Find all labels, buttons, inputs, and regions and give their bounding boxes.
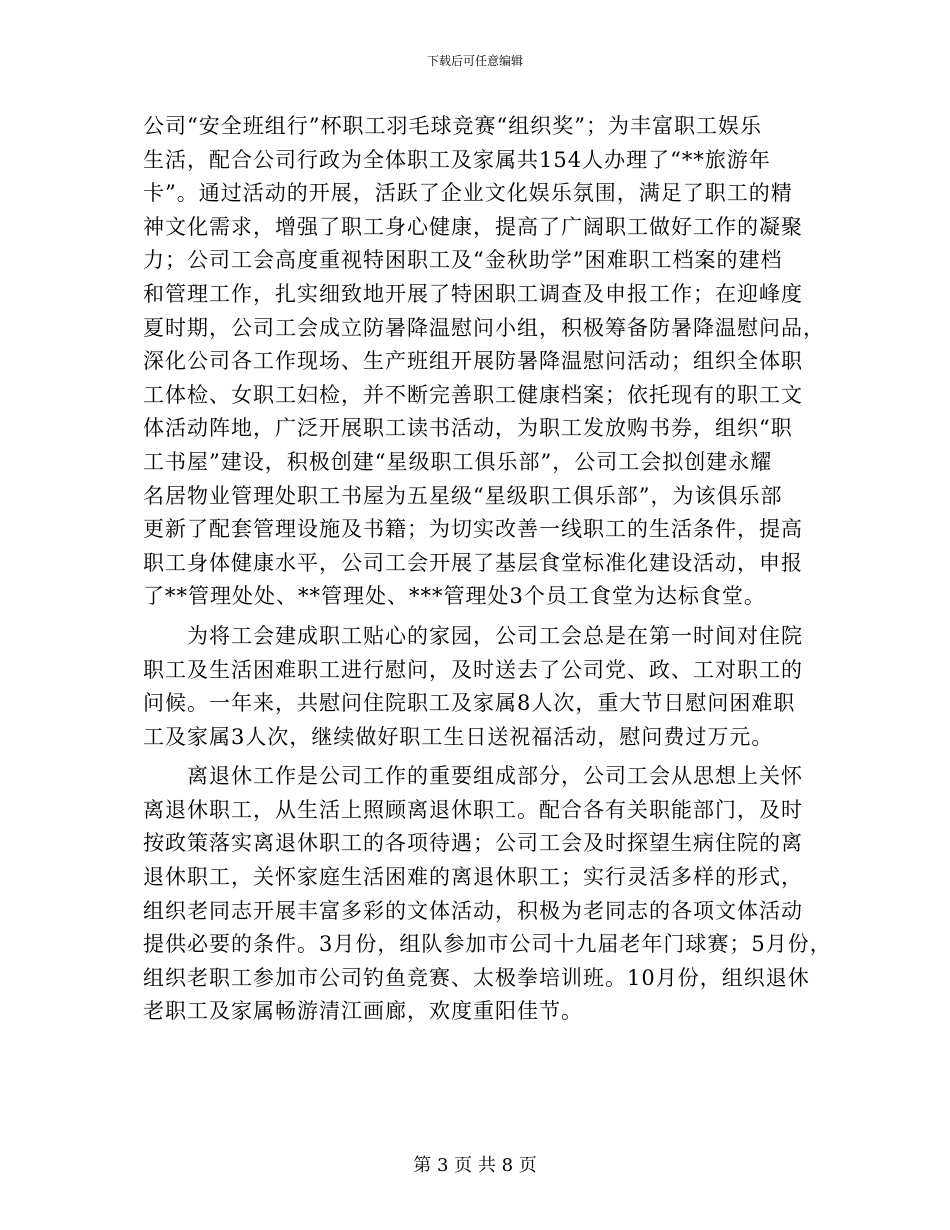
text-line: 提供必要的条件。3月份，组队参加市公司十九届老年门球赛；5月份， (143, 932, 832, 957)
text-line: 离退休工作是公司工作的重要组成部分，公司工会从思想上关怀 (187, 764, 803, 789)
text-line: 职工身体健康水平，公司工会开展了基层食堂标准化建设活动，申报 (143, 550, 803, 575)
text-line: 问候。一年来，共慰问住院职工及家属8人次，重大节日慰问困难职 (143, 691, 796, 716)
text-line: 深化公司各工作现场、生产班组开展防暑降温慰问活动；组织全体职 (143, 349, 803, 374)
document-body (143, 110, 832, 1029)
page-number-footer: 第 3 页 共 8 页 (413, 1155, 537, 1176)
text-line: 公司“安全班组行”杯职工羽毛球竞赛“组织奖”；为丰富职工娱乐 (143, 114, 762, 138)
text-line: 离退休职工，从生活上照顾离退休职工。配合各有关职能部门，及时 (143, 797, 803, 822)
text-line: 组织老职工参加市公司钓鱼竞赛、太极拳培训班。10月份，组织退休 (143, 965, 810, 990)
text-line: 工体检、女职工妇检，并不断完善职工健康档案；依托现有的职工文 (143, 382, 803, 407)
text-line: 了**管理处处、**管理处、***管理处3个员工食堂为达标食堂。 (143, 584, 766, 609)
text-line: 体活动阵地，广泛开展职工读书活动，为职工发放购书券，组织“职 (143, 416, 793, 441)
text-line: 工及家属3人次，继续做好职工生日送祝福活动，慰问费过万元。 (143, 724, 774, 749)
text-line: 退休职工，关怀家庭生活困难的离退休职工；实行灵活多样的形式， (143, 865, 803, 890)
text-line: 力；公司工会高度重视特困职工及“金秋助学”困难职工档案的建档 (143, 248, 783, 273)
text-line: 工书屋”建设，积极创建“星级职工俱乐部”，公司工会拟创建永耀 (143, 449, 773, 474)
text-line: 名居物业管理处职工书屋为五星级“星级职工俱乐部”，为该俱乐部 (143, 483, 783, 508)
text-line: 按政策落实离退休职工的各项待遇；公司工会及时探望生病住院的离 (143, 831, 803, 856)
page-header: 下载后可任意编辑 (426, 54, 523, 68)
text-line: 更新了配套管理设施及书籍；为切实改善一线职工的生活条件，提高 (143, 517, 803, 542)
paragraph-activities (143, 110, 825, 614)
text-line: 为将工会建成职工贴心的家园，公司工会总是在第一时间对住院 (187, 623, 803, 648)
text-line: 职工及生活困难职工进行慰问，及时送去了公司党、政、工对职工的 (143, 657, 803, 682)
text-line: 卡”。通过活动的开展，活跃了企业文化娱乐氛围，满足了职工的精 (143, 181, 793, 206)
text-line: 夏时期，公司工会成立防暑降温慰问小组，积极筹备防暑降温慰问品， (143, 315, 825, 340)
paragraph-retirees (143, 760, 832, 1029)
text-line: 神文化需求，增强了职工身心健康，提高了广阔职工做好工作的凝聚 (143, 214, 803, 239)
text-line: 老职工及家属畅游清江画廊，欢度重阳佳节。 (143, 999, 583, 1024)
text-line: 和管理工作，扎实细致地开展了特困职工调查及申报工作；在迎峰度 (143, 281, 803, 306)
text-line: 组织老同志开展丰富多彩的文体活动，积极为老同志的各项文体活动 (143, 898, 803, 923)
text-line: 生活，配合公司行政为全体职工及家属共154人办理了“**旅游年 (143, 147, 771, 172)
paragraph-condolence (143, 620, 808, 754)
